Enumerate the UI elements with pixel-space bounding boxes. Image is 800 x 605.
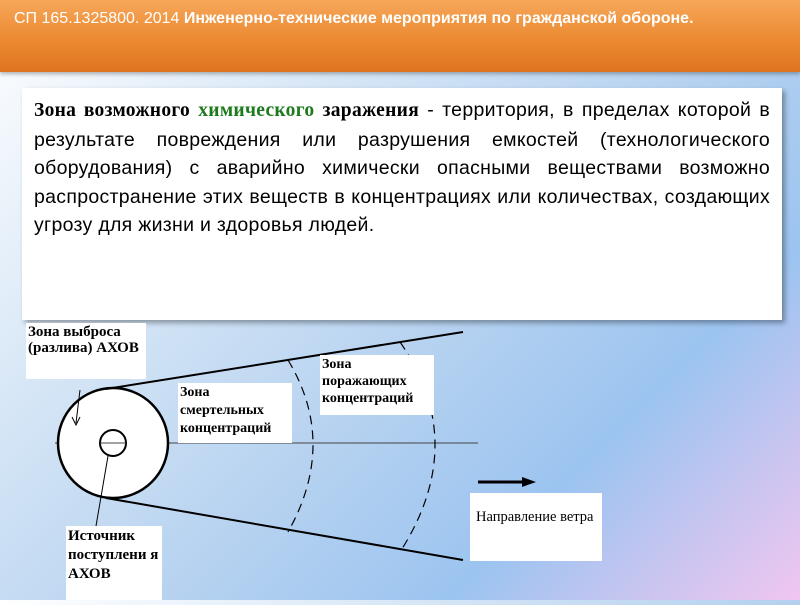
release-zone-label: Зона выброса (разлива) АХОВ: [26, 323, 146, 379]
definition-body: - территория, в пределах которой в результате повреждения или разрушения емкостей (технологического оборудования) с аварийно химически опасными веществами возможно распространение этих веществ в концентрациях или количествах, создающих угрозу для жизни и здоровья людей.: [34, 99, 770, 236]
contamination-zone-diagram: [0, 320, 800, 600]
standard-number: СП 165.1325800. 2014: [14, 10, 180, 27]
document-name: Инженерно-технические мероприятия по гражданской обороне.: [183, 10, 694, 27]
definition-term-part1: Зона возможного: [34, 100, 191, 121]
definition-term-highlight: химического: [198, 100, 315, 121]
definition-box: [22, 88, 782, 320]
source-label: Источник поступлени я АХОВ: [66, 526, 162, 600]
definition-term-part2: заражения: [322, 100, 420, 121]
wind-direction-label: Направление ветра: [470, 493, 602, 561]
lethal-zone-label: Зона смертельных концентраций: [178, 383, 292, 443]
slide-title-bar: [0, 0, 800, 72]
damage-zone-label: Зона поражающих концентраций: [320, 355, 434, 415]
